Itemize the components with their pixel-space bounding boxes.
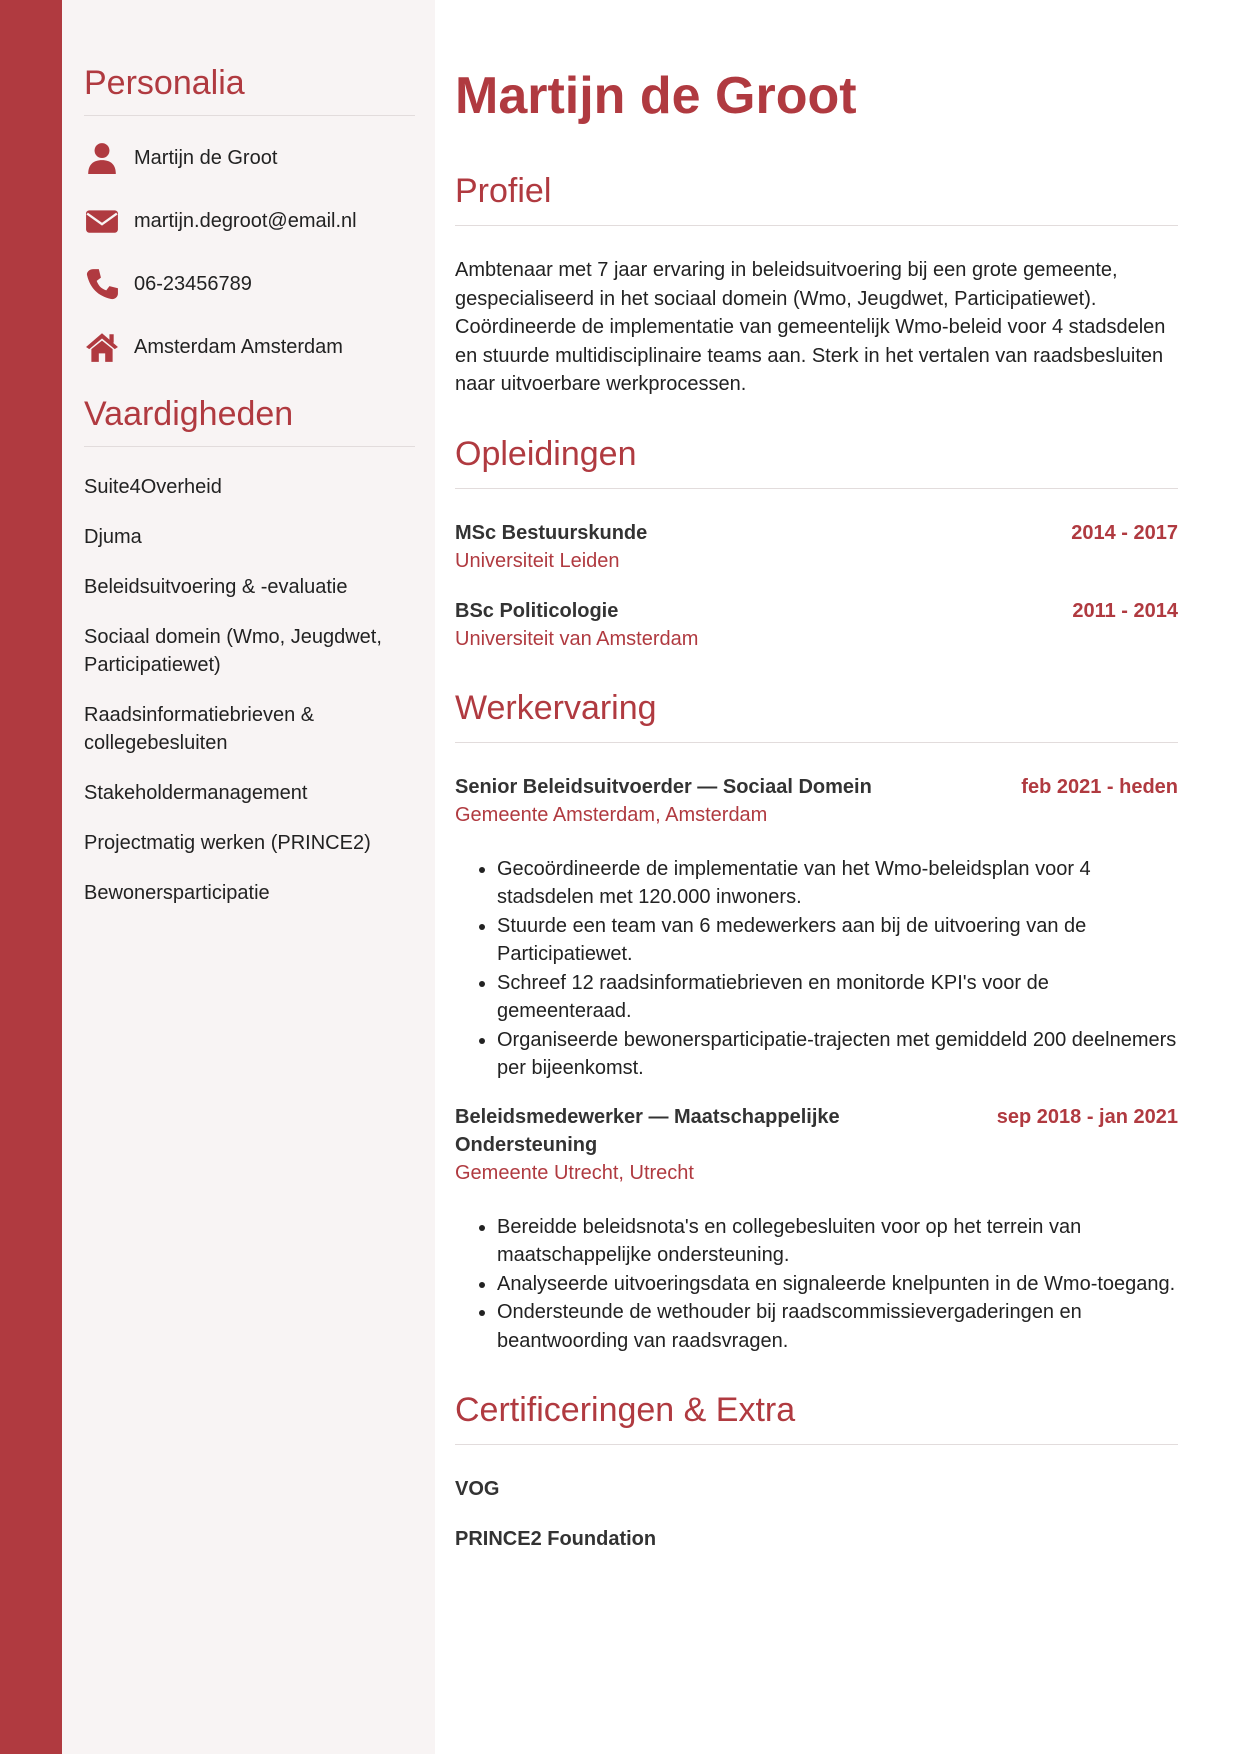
contact-list (84, 138, 415, 367)
degree-title: MSc Bestuurskunde (455, 521, 648, 544)
skill-item: Sociaal domein (Wmo, Jeugdwet, Participatiewet) (84, 626, 382, 676)
contact-phone (84, 264, 415, 304)
main-content (455, 0, 1178, 1553)
skill-item: Suite4Overheid (84, 476, 222, 498)
job-entry (455, 773, 1178, 1083)
job-title: Beleidsmedewerker — Maatschappelijke Ondersteuning (455, 1105, 840, 1156)
job-bullets (455, 855, 1178, 1083)
contact-name (84, 138, 415, 178)
profile-text: Ambtenaar met 7 jaar ervaring in beleidsuitvoering bij een grote gemeente, gespecialiseerd in het sociaal domein (Wmo, Jeugdwet, Participatiewet). Coördineerde de implementatie van gemeentelijk Wmo-beleid voor 4 stadsdelen en stuurde multidisciplinaire teams aan. Sterk in het vertalen van raadsbesluiten naar uitvoerbare werkprocessen. (455, 259, 1166, 395)
home-icon (84, 329, 120, 365)
job-bullet: • Stuurde een team van 6 medewerkers aan bij de uitvoering van de Participatiewet. (497, 912, 1178, 969)
job-employer: Gemeente Utrecht, Utrecht (455, 1161, 694, 1184)
accent-stripe (0, 0, 62, 1754)
personal-heading: Personalia (84, 64, 415, 116)
profile-heading: Profiel (455, 172, 1178, 226)
user-icon (84, 140, 120, 176)
sidebar (62, 0, 435, 1754)
job-bullet: • Bereidde beleidsnota's en collegebesluiten voor op het terrein van maatschappelijke ondersteuning. (497, 1213, 1178, 1270)
contact-phone-text[interactable]: 06-23456789 (134, 272, 252, 295)
contact-email-text[interactable]: martijn.degroot@email.nl (134, 209, 357, 232)
certification-item: PRINCE2 Foundation (455, 1528, 657, 1550)
education-entry (455, 597, 1178, 653)
envelope-icon (84, 203, 120, 239)
job-bullets (455, 1213, 1178, 1356)
candidate-name: Martijn de Groot (455, 67, 857, 125)
skill-item: Djuma (84, 526, 142, 548)
contact-address (84, 327, 415, 367)
contact-name-text: Martijn de Groot (134, 146, 278, 169)
certification-item: VOG (455, 1478, 500, 1500)
education-heading: Opleidingen (455, 435, 1178, 489)
skill-item: Raadsinformatiebrieven & collegebesluiten (84, 704, 315, 754)
job-bullet: • Ondersteunde de wethouder bij raadscommissievergaderingen en beantwoording van raadsvragen. (497, 1298, 1178, 1355)
job-bullet: • Gecoördineerde de implementatie van het Wmo-beleidsplan voor 4 stadsdelen met 120.000 inwoners. (497, 855, 1178, 912)
job-dates: sep 2018 - jan 2021 (996, 1105, 1178, 1128)
school-name: Universiteit van Amsterdam (455, 627, 699, 650)
contact-address-text: Amsterdam Amsterdam (134, 335, 343, 358)
education-dates: 2014 - 2017 (1071, 521, 1178, 544)
certifications-heading: Certificeringen & Extra (455, 1391, 1178, 1445)
skill-item: Stakeholdermanagement (84, 782, 308, 804)
skills-heading: Vaardigheden (84, 395, 415, 447)
education-dates: 2011 - 2014 (1072, 599, 1178, 622)
skill-item: Projectmatig werken (PRINCE2) (84, 832, 371, 854)
skill-item: Bewonersparticipatie (84, 882, 270, 904)
job-dates: feb 2021 - heden (1021, 775, 1178, 798)
skill-item: Beleidsuitvoering & -evaluatie (84, 576, 348, 598)
education-entry (455, 519, 1178, 575)
job-entry (455, 1103, 1178, 1356)
job-employer: Gemeente Amsterdam, Amsterdam (455, 803, 768, 826)
job-bullet: • Analyseerde uitvoeringsdata en signaleerde knelpunten in de Wmo-toegang. (497, 1270, 1178, 1299)
phone-icon (84, 266, 120, 302)
school-name: Universiteit Leiden (455, 549, 620, 572)
job-bullet: • Schreef 12 raadsinformatiebrieven en monitorde KPI's voor de gemeenteraad. (497, 969, 1178, 1026)
job-bullet: • Organiseerde bewonersparticipatie-trajecten met gemiddeld 200 deelnemers per bijeenkomst. (497, 1026, 1178, 1083)
degree-title: BSc Politicologie (455, 599, 619, 622)
skill-list (84, 473, 415, 907)
work-heading: Werkervaring (455, 689, 1178, 743)
job-title: Senior Beleidsuitvoerder — Sociaal Domein (455, 775, 872, 798)
contact-email (84, 201, 415, 241)
